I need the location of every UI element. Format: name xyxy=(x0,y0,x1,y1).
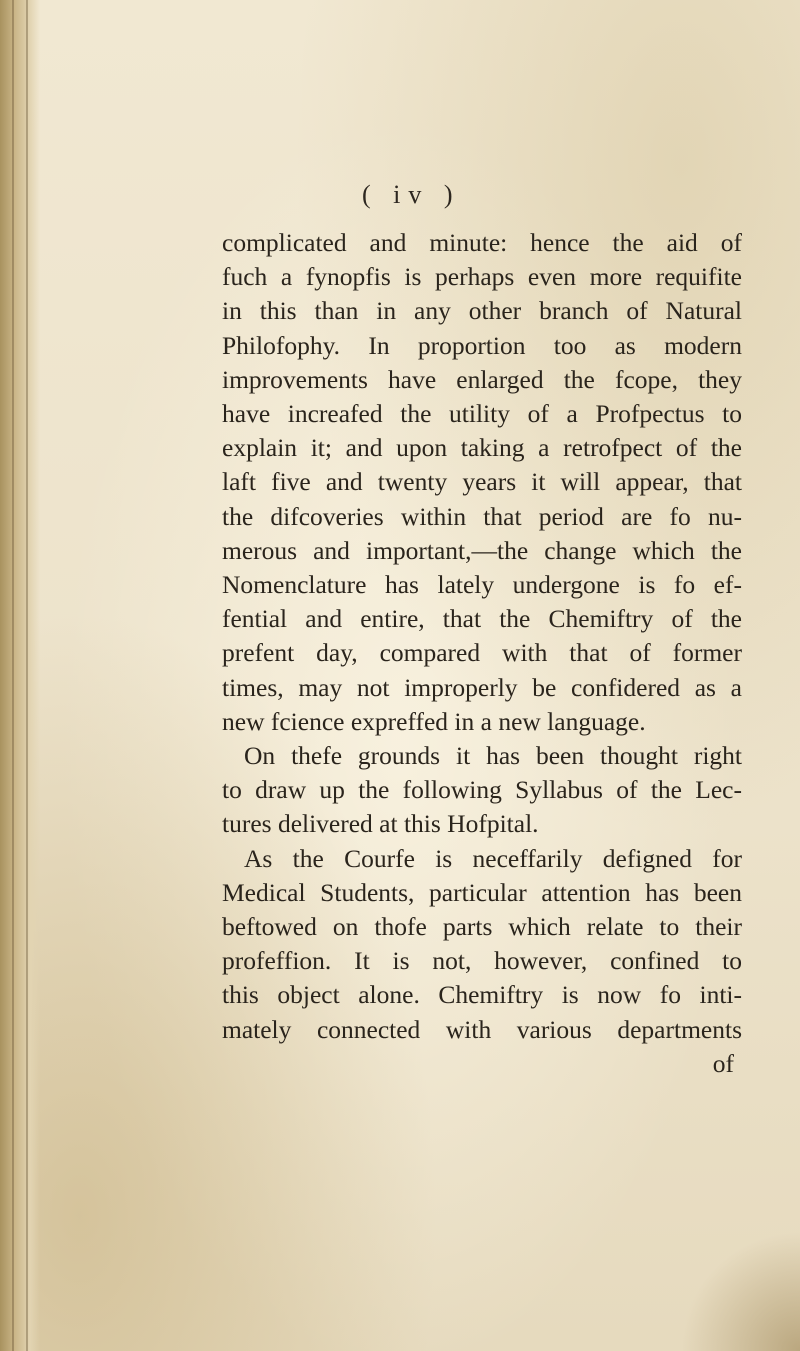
page-gutter xyxy=(0,0,40,1351)
paragraph-first-line: On thefe grounds it has been thought right xyxy=(244,741,742,771)
text-line: in this than in any other branch of Natural xyxy=(222,296,742,326)
text-line: fuch a fynopfis is perhaps even more requifite xyxy=(222,262,742,292)
text-line: Nomenclature has lately undergone is fo ef- xyxy=(222,570,742,600)
text-line: complicated and minute: hence the aid of xyxy=(222,228,742,257)
paper-stain xyxy=(680,1231,800,1351)
text-line: Medical Students, particular attention has been xyxy=(222,877,742,907)
text-line: profeffion. It is not, however, confined to xyxy=(222,946,742,976)
text-line: this object alone. Chemiftry is now fo inti- xyxy=(222,980,742,1010)
text-line: improvements have enlarged the fcope, they xyxy=(222,364,742,394)
text-line: tures delivered at this Hofpital. xyxy=(222,809,539,839)
paragraph-first-line: As the Courfe is neceffarily defigned for xyxy=(244,843,742,873)
text-line: fential and entire, that the Chemiftry of the xyxy=(222,604,742,634)
text-line: times, may not improperly be confidered as a xyxy=(222,672,742,702)
gutter-edge-line xyxy=(26,0,28,1351)
text-line: to draw up the following Syllabus of the Lec- xyxy=(222,775,742,805)
text-line: new fcience expreffed in a new language. xyxy=(222,706,646,736)
text-line: mately connected with various departments xyxy=(222,1014,742,1044)
catchword: of xyxy=(712,1048,734,1078)
body-text xyxy=(222,226,742,1081)
text-line: merous and important,—the change which the xyxy=(222,535,742,565)
text-line: beftowed on thofe parts which relate to their xyxy=(222,912,742,942)
text-line: explain it; and upon taking a retrofpect of the xyxy=(222,433,742,463)
text-line: prefent day, compared with that of former xyxy=(222,638,742,668)
text-line: laft five and twenty years it will appear, that xyxy=(222,467,742,497)
page-number-header: ( iv ) xyxy=(362,180,461,209)
text-line: have increafed the utility of a Profpectus to xyxy=(222,399,742,429)
text-line: the difcoveries within that period are fo nu- xyxy=(222,501,742,531)
gutter-edge-line xyxy=(12,0,14,1351)
text-line: Philofophy. In proportion too as modern xyxy=(222,330,742,360)
